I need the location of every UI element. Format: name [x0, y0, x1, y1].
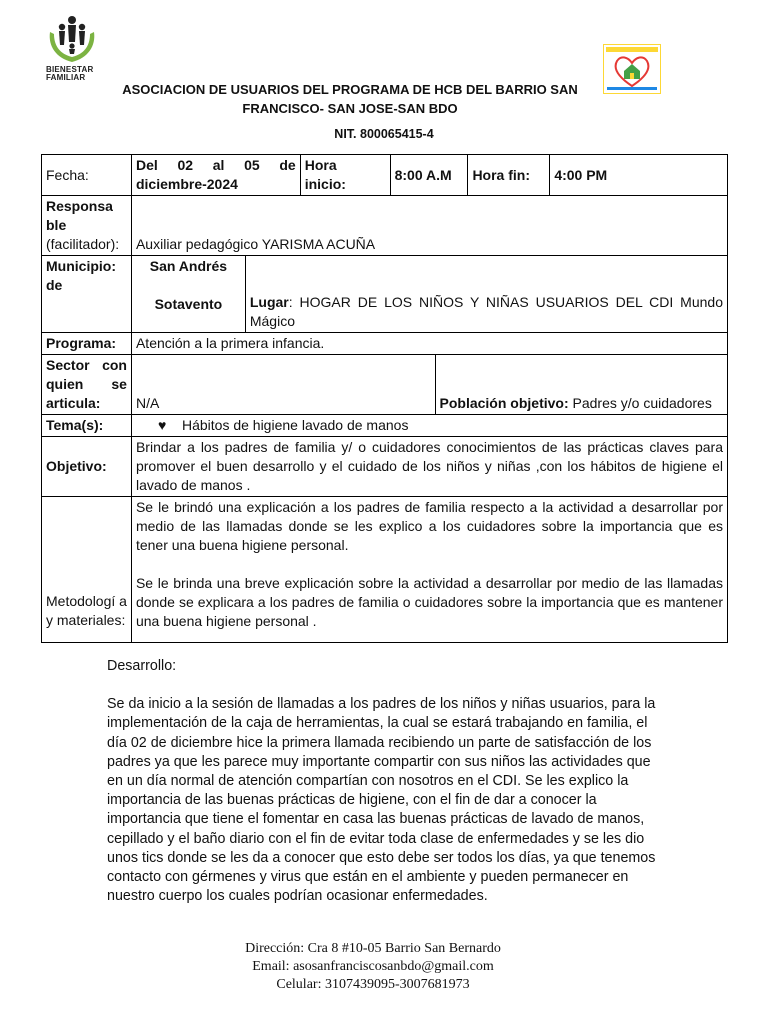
row-metodologia [42, 497, 728, 643]
municipio-value-line-2: Sotavento [154, 296, 223, 312]
footer-address: Dirección: Cra 8 #10-05 Barrio San Bernardo [245, 941, 501, 956]
heart-bullet-icon: ♥ [157, 417, 167, 433]
row-sector [42, 355, 728, 415]
poblacion-cell [435, 355, 728, 415]
responsable-label-line-3: (facilitador): [46, 236, 120, 252]
municipio-label-line-1: Municipio: [46, 258, 116, 274]
activity-form-table [41, 154, 728, 643]
hora-inicio-label-line-1: Hora [304, 157, 337, 173]
responsable-label-line-1: Responsa [46, 198, 113, 214]
hora-inicio-value: 8:00 A.M [390, 155, 468, 196]
footer-email: Email: asosanfranciscosanbdo@gmail.com [252, 959, 494, 974]
hora-inicio-label-line-2: inicio: [304, 176, 346, 192]
metodologia-label: Metodologí a y materiales: [42, 497, 132, 643]
heart-house-icon [603, 44, 661, 94]
desarrollo-body: Se da inicio a la sesión de llamadas a los padres de los niños y niñas usuarios, para la implementación de la caja de herramientas, la cual se estará trabajando en familia, el día 02 de diciembre hice la primera llamada recibiendo un parte de satisfacción de los padres ya que les parece muy importante compartir con sus niños las actividades que en un día normal de atención compartían con nosotros en el CDI. Se les explico la importancia de las buenas prácticas de higiene, con el fin de dar a conocer la importancia que tiene el fomentar en casa las buenas prácticas de lavado de manos, cepillado y el baño diario con el fin de evitar toda clase de enfermedades y se les dio unos tics donde se les da a conocer que esto debe ser todos los días, ya que tenemos contacto con gérmenes y virus que están en el ambiente y pueden permanecer en nuestro cuerpo los cuales podrían ocasionar enfermedades. [107, 696, 656, 905]
desarrollo-heading: Desarrollo: [107, 658, 177, 674]
footer-contact [0, 940, 746, 994]
nit-number: NIT. 800065415-4 [334, 127, 434, 141]
fecha-label: Fecha: [42, 155, 132, 196]
lugar-label: Lugar [249, 294, 289, 310]
lugar-cell [245, 256, 727, 333]
metodologia-paragraph-1: Se le brindó una explicación a los padres de familia respecto a la actividad a desarrollar por medio de las llamadas donde se les explico a los cuidadores sobre la importancia que es tener una buena higiene personal. [135, 499, 723, 553]
row-objetivo [42, 437, 728, 497]
programa-value: Atención a la primera infancia. [131, 333, 727, 355]
sector-value: N/A [131, 355, 435, 415]
row-tema [42, 415, 728, 437]
objetivo-value: Brindar a los padres de familia y/ o cuidadores conocimientos de las prácticas claves para promover el buen desarrollo y el cuidado de los niños y niñas ,con los hábitos de higiene el lavado de manos . [131, 437, 727, 497]
association-logo [603, 44, 661, 94]
title-line-1: ASOCIACION DE USUARIOS DEL PROGRAMA DE HCB DEL BARRIO SAN [122, 82, 578, 97]
hora-fin-value: 4:00 PM [550, 155, 728, 196]
row-programa [42, 333, 728, 355]
fecha-value-line-1: Del 02 al 05 de [135, 157, 296, 173]
programa-label: Programa: [42, 333, 132, 355]
responsable-label-line-2: ble [46, 217, 67, 233]
hora-fin-label: Hora fin: [468, 155, 550, 196]
desarrollo-section [107, 657, 663, 906]
poblacion-label: Población objetivo: [439, 395, 569, 411]
responsable-value: Auxiliar pedagógico YARISMA ACUÑA [131, 196, 727, 256]
hora-inicio-label [300, 155, 390, 196]
tema-value: Hábitos de higiene lavado de manos [181, 417, 409, 433]
municipio-label [42, 256, 132, 333]
metodologia-paragraph-2: Se le brinda una breve explicación sobre la actividad a desarrollar por medio de las llamadas donde se explicara a los padres de familia o cuidadores sobre la importancia que es mantener una buena higiene personal . [135, 575, 723, 629]
row-fecha [42, 155, 728, 196]
title-line-2: FRANCISCO- SAN JOSE-SAN BDO [242, 101, 458, 116]
metodologia-value [131, 497, 727, 643]
row-municipio [42, 256, 728, 333]
responsable-label [42, 196, 132, 256]
family-hands-icon [44, 12, 100, 66]
lugar-value: : HOGAR DE LOS NIÑOS Y NIÑAS USUARIOS DEL CDI Mundo Mágico [249, 294, 723, 329]
fecha-value [131, 155, 300, 196]
municipio-value-line-1: San Andrés [149, 258, 228, 274]
tema-value-cell [131, 415, 727, 437]
bienestar-familiar-logo [44, 12, 100, 90]
tema-label: Tema(s): [42, 415, 132, 437]
objetivo-label: Objetivo: [42, 437, 132, 497]
municipio-value [131, 256, 245, 333]
row-responsable [42, 196, 728, 256]
sector-label: Sector con quien se articula: [42, 355, 132, 415]
footer-phone: Celular: 3107439095-3007681973 [276, 977, 470, 992]
logo-text-familiar: FAMILIAR [46, 73, 86, 82]
municipio-label-line-2: de [46, 277, 63, 293]
logo-text-bienestar: BIENESTAR [46, 65, 94, 74]
poblacion-value: Padres y/o cuidadores [568, 395, 712, 411]
fecha-value-line-2: diciembre-2024 [135, 176, 238, 192]
association-title [100, 80, 600, 118]
